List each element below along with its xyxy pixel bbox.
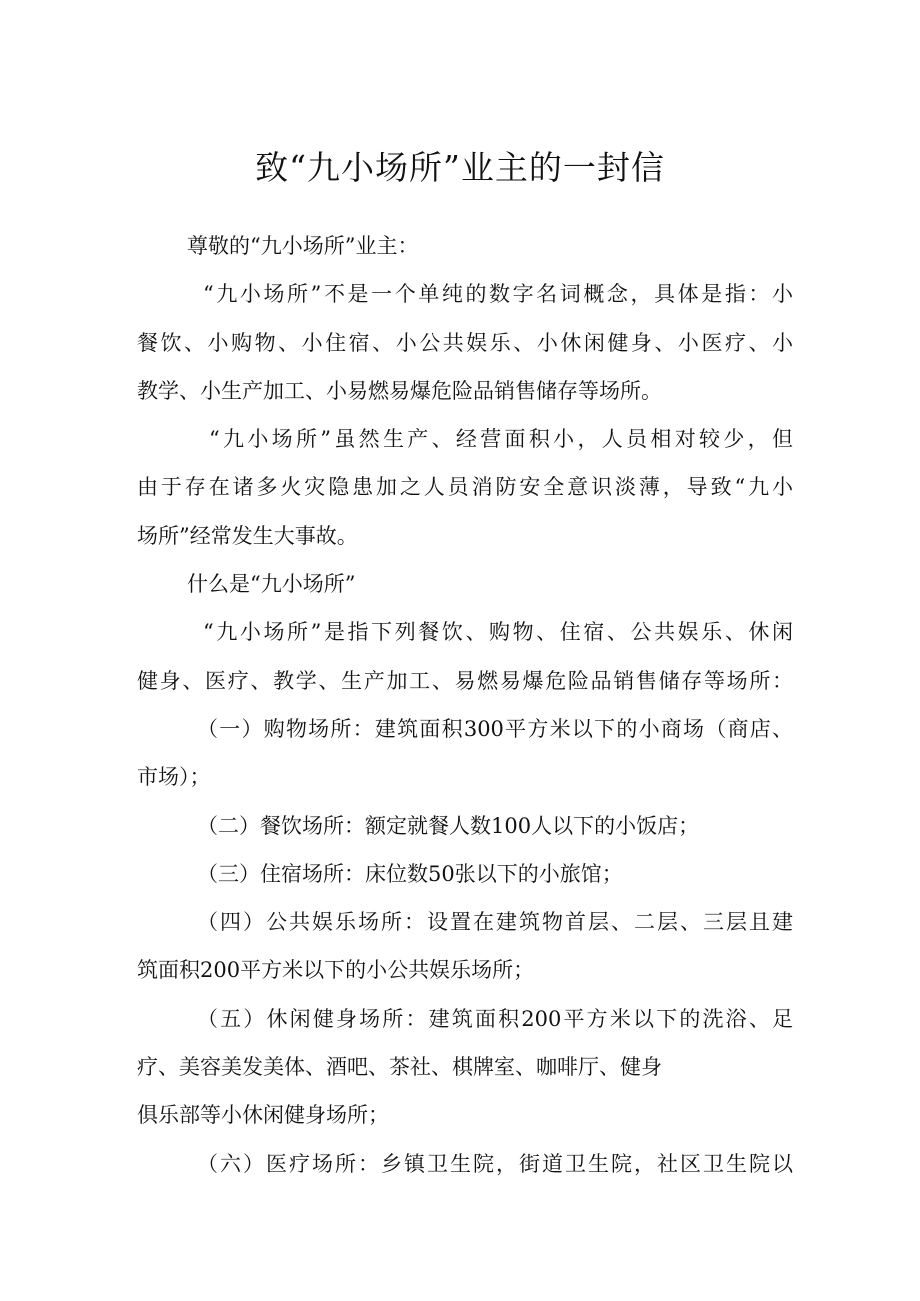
document-body [137, 222, 793, 1188]
list-item-line: （三）住宿场所：床位数50张以下的小旅馆； [197, 861, 623, 886]
paragraph-line: 由于存在诸多火灾隐患加之人员消防安全意识淡薄，导致“九小 [137, 475, 793, 500]
paragraph-line: 教学、小生产加工、小易燃易爆危险品销售储存等场所。 [137, 378, 662, 403]
list-item-line: 疗、美容美发美体、酒吧、茶社、棋牌室、咖啡厅、健身 [137, 1055, 662, 1080]
list-item-line: （五）休闲健身场所：建筑面积200平方米以下的洗浴、足 [197, 1006, 793, 1031]
paragraph-line: 场所”经常发生大事故。 [137, 523, 358, 548]
paragraph-line: 健身、医疗、教学、生产加工、易燃易爆危险品销售储存等场所： [137, 668, 793, 693]
list-item-line: 俱乐部等小休闲健身场所； [137, 1103, 389, 1128]
salutation-line: 尊敬的“九小场所”业主： [187, 234, 419, 258]
list-item-line: （六）医疗场所：乡镇卫生院，街道卫生院，社区卫生院以 [197, 1151, 793, 1176]
list-item-line: （二）餐饮场所：额定就餐人数100人以下的小饭店； [197, 813, 700, 838]
paragraph-line: “九小场所”是指下列餐饮、购物、住宿、公共娱乐、休闲 [203, 620, 793, 645]
document-title: 致“九小场所”业主的一封信 [255, 148, 665, 187]
list-item-line: （四）公共娱乐场所：设置在建筑物首层、二层、三层且建 [197, 910, 793, 935]
list-item-line: （一）购物场所：建筑面积300平方米以下的小商场（商店、 [197, 716, 793, 741]
list-item-line: 市场）； [137, 765, 211, 790]
paragraph-line: “九小场所”虽然生产、经营面积小，人员相对较少，但 [209, 427, 793, 452]
paragraph-line: 餐饮、小购物、小住宿、小公共娱乐、小休闲健身、小医疗、小 [137, 330, 793, 355]
section-heading: 什么是“九小场所” [187, 572, 356, 597]
paragraph-line: “九小场所”不是一个单纯的数字名词概念，具体是指：小 [203, 282, 793, 307]
list-item-line: 筑面积200平方米以下的小公共娱乐场所； [137, 958, 535, 983]
